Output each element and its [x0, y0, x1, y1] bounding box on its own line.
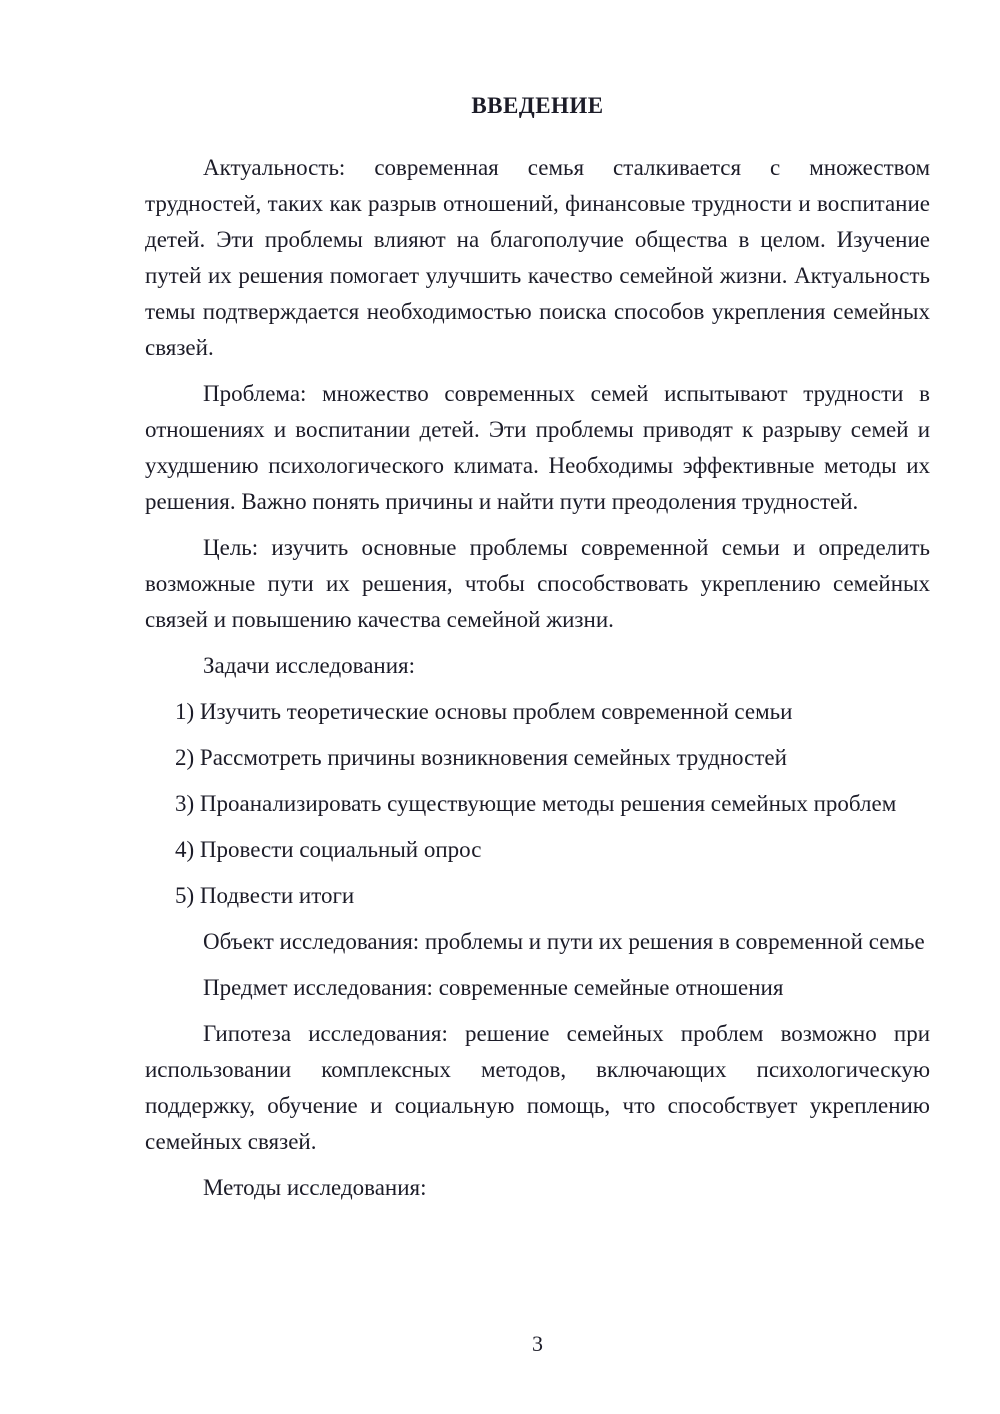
list-item-2: 2) Рассмотреть причины возникновения семейных трудностей [175, 745, 787, 770]
page-title: ВВЕДЕНИЕ [471, 93, 604, 118]
paragraph-relevance: Актуальность: современная семья сталкивается с множеством трудностей, таких как разрыв отношений, финансовые трудности и воспитание детей. Эти проблемы влияют на благополучие общества в целом. Изучение путей их решения помогает улучшить качество семейной жизни. Актуальность темы подтверждается необходимостью поиска способов укрепления семейных связей. [145, 155, 930, 360]
paragraph-goal: Цель: изучить основные проблемы современной семьи и определить возможные пути их решения, чтобы способствовать укреплению семейных связей и повышению качества семейной жизни. [145, 535, 930, 632]
list-item-5: 5) Подвести итоги [175, 883, 355, 908]
page-number: 3 [532, 1331, 543, 1356]
list-item-1: 1) Изучить теоретические основы проблем современной семьи [175, 699, 793, 724]
paragraph-methods-heading: Методы исследования: [203, 1175, 427, 1200]
list-item-3: 3) Проанализировать существующие методы решения семейных проблем [175, 791, 897, 816]
paragraph-subject: Предмет исследования: современные семейные отношения [203, 975, 784, 1000]
list-item-4: 4) Провести социальный опрос [175, 837, 482, 862]
paragraph-hypothesis: Гипотеза исследования: решение семейных проблем возможно при использовании комплексных методов, включающих психологическую поддержку, обучение и социальную помощь, что способствует укреплению семейных связей. [145, 1021, 930, 1154]
paragraph-problem: Проблема: множество современных семей испытывают трудности в отношениях и воспитании детей. Эти проблемы приводят к разрыву семей и ухудшению психологического климата. Необходимы эффективные методы их решения. Важно понять причины и найти пути преодоления трудностей. [145, 381, 930, 514]
paragraph-tasks-heading: Задачи исследования: [203, 653, 416, 678]
paragraph-object: Объект исследования: проблемы и пути их решения в современной семье [203, 929, 925, 954]
